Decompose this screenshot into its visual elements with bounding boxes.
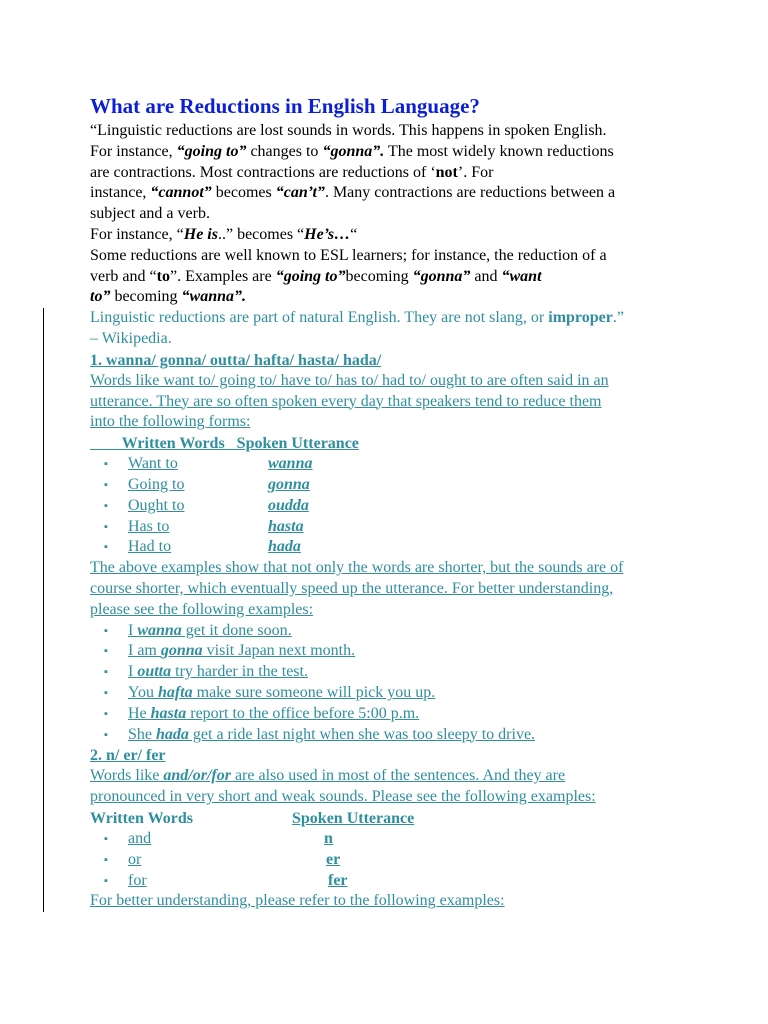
list-item: ▪ I am gonna visit Japan next month. bbox=[90, 641, 700, 662]
list-item: ▪ She hada get a ride last night when she was too sleepy to drive. bbox=[90, 725, 700, 746]
bullet-icon: ▪ bbox=[104, 541, 108, 554]
bullet-icon: ▪ bbox=[104, 832, 108, 845]
section-1-para-line-3: into the following forms: bbox=[90, 413, 251, 431]
section-1-para-line-2: utterance. They are so often spoken every day that speakers tend to reduce them bbox=[90, 392, 602, 410]
section-2-table-header bbox=[90, 808, 700, 829]
list-item: ▪ I outta try harder in the test. bbox=[90, 662, 700, 683]
list-item: ▪ Going to gonna bbox=[90, 475, 700, 496]
column-header-written: Written Words bbox=[90, 809, 193, 827]
bullet-icon: ▪ bbox=[104, 458, 108, 471]
intro-line-1: “Linguistic reductions are lost sounds in words. This happens in spoken English. bbox=[90, 122, 607, 139]
bullet-icon: ▪ bbox=[104, 666, 108, 679]
column-header-spoken: Spoken Utterance bbox=[292, 809, 415, 827]
list-item: ▪ You hafta make sure someone will pick you up. bbox=[90, 683, 700, 704]
section-2-pairs-list bbox=[90, 829, 700, 891]
margin-change-bar bbox=[43, 308, 44, 912]
list-item: ▪ Had to hada bbox=[90, 537, 700, 558]
section-2-closing: For better understanding, please refer to the following examples: bbox=[90, 892, 505, 910]
section-1-para-line-1: Words like want to/ going to/ have to/ has to/ had to/ ought to are often said in an bbox=[90, 371, 609, 389]
section-2-heading: 2. n/ er/ fer bbox=[90, 747, 166, 765]
bullet-icon: ▪ bbox=[104, 686, 108, 699]
section-1-heading: 1. wanna/ gonna/ outta/ hafta/ hasta/ hada/ bbox=[90, 351, 382, 369]
list-item: ▪ for fer bbox=[90, 871, 700, 892]
wikipedia-quote: Linguistic reductions are part of natural English. They are not slang, or improper.” bbox=[90, 309, 624, 327]
list-item: ▪ or er bbox=[90, 850, 700, 871]
list-item: ▪ Has to hasta bbox=[90, 517, 700, 538]
intro-line-7: Some reductions are well known to ESL learners; for instance, the reduction of a bbox=[90, 246, 607, 264]
section-1-para2-line-2: course shorter, which eventually speed up the utterance. For better understanding, bbox=[90, 579, 614, 597]
intro-line-6: For instance, “He is..” becomes “He’s…“ bbox=[90, 225, 358, 243]
document-page bbox=[90, 92, 700, 912]
intro-line-5: subject and a verb. bbox=[90, 205, 210, 223]
intro-line-8: verb and “to”. Examples are “going to”becoming “gonna” and “want bbox=[90, 267, 542, 285]
section-1-pairs-list bbox=[90, 454, 700, 558]
bullet-icon: ▪ bbox=[104, 624, 108, 637]
list-item: ▪ He hasta report to the office before 5:00 p.m. bbox=[90, 704, 700, 725]
section-1-table-header: Written Words Spoken Utterance bbox=[90, 435, 359, 453]
list-item: ▪ Want to wanna bbox=[90, 454, 700, 475]
section-1-para2-line-1: The above examples show that not only the words are shorter, but the sounds are of bbox=[90, 559, 624, 577]
bullet-icon: ▪ bbox=[104, 645, 108, 658]
wikipedia-source: – Wikipedia. bbox=[90, 329, 172, 347]
list-item: ▪ and n bbox=[90, 829, 700, 850]
bullet-icon: ▪ bbox=[104, 478, 108, 491]
bullet-icon: ▪ bbox=[104, 728, 108, 741]
list-item: ▪ Ought to oudda bbox=[90, 496, 700, 517]
section-1-para2-line-3: please see the following examples: bbox=[90, 600, 314, 618]
bullet-icon: ▪ bbox=[104, 499, 108, 512]
section-2-para-line-1: Words like and/or/for are also used in most of the sentences. And they are bbox=[90, 767, 566, 785]
intro-line-4: instance, “cannot” becomes “can’t”. Many contractions are reductions between a bbox=[90, 184, 616, 202]
intro-line-3: are contractions. Most contractions are reductions of ‘not’. For bbox=[90, 163, 494, 181]
intro-line-9: to” becoming “wanna”. bbox=[90, 288, 247, 306]
bullet-icon: ▪ bbox=[104, 853, 108, 866]
bullet-icon: ▪ bbox=[104, 874, 108, 887]
page-title: What are Reductions in English Language? bbox=[90, 94, 480, 118]
section-2-para-line-2: pronounced in very short and weak sounds. Please see the following examples: bbox=[90, 788, 596, 806]
section-1-examples-list bbox=[90, 621, 700, 746]
list-item: ▪ I wanna get it done soon. bbox=[90, 621, 700, 642]
intro-line-2: For instance, “going to” changes to “gonna”. The most widely known reductions bbox=[90, 142, 614, 160]
bullet-icon: ▪ bbox=[104, 520, 108, 533]
bullet-icon: ▪ bbox=[104, 707, 108, 720]
